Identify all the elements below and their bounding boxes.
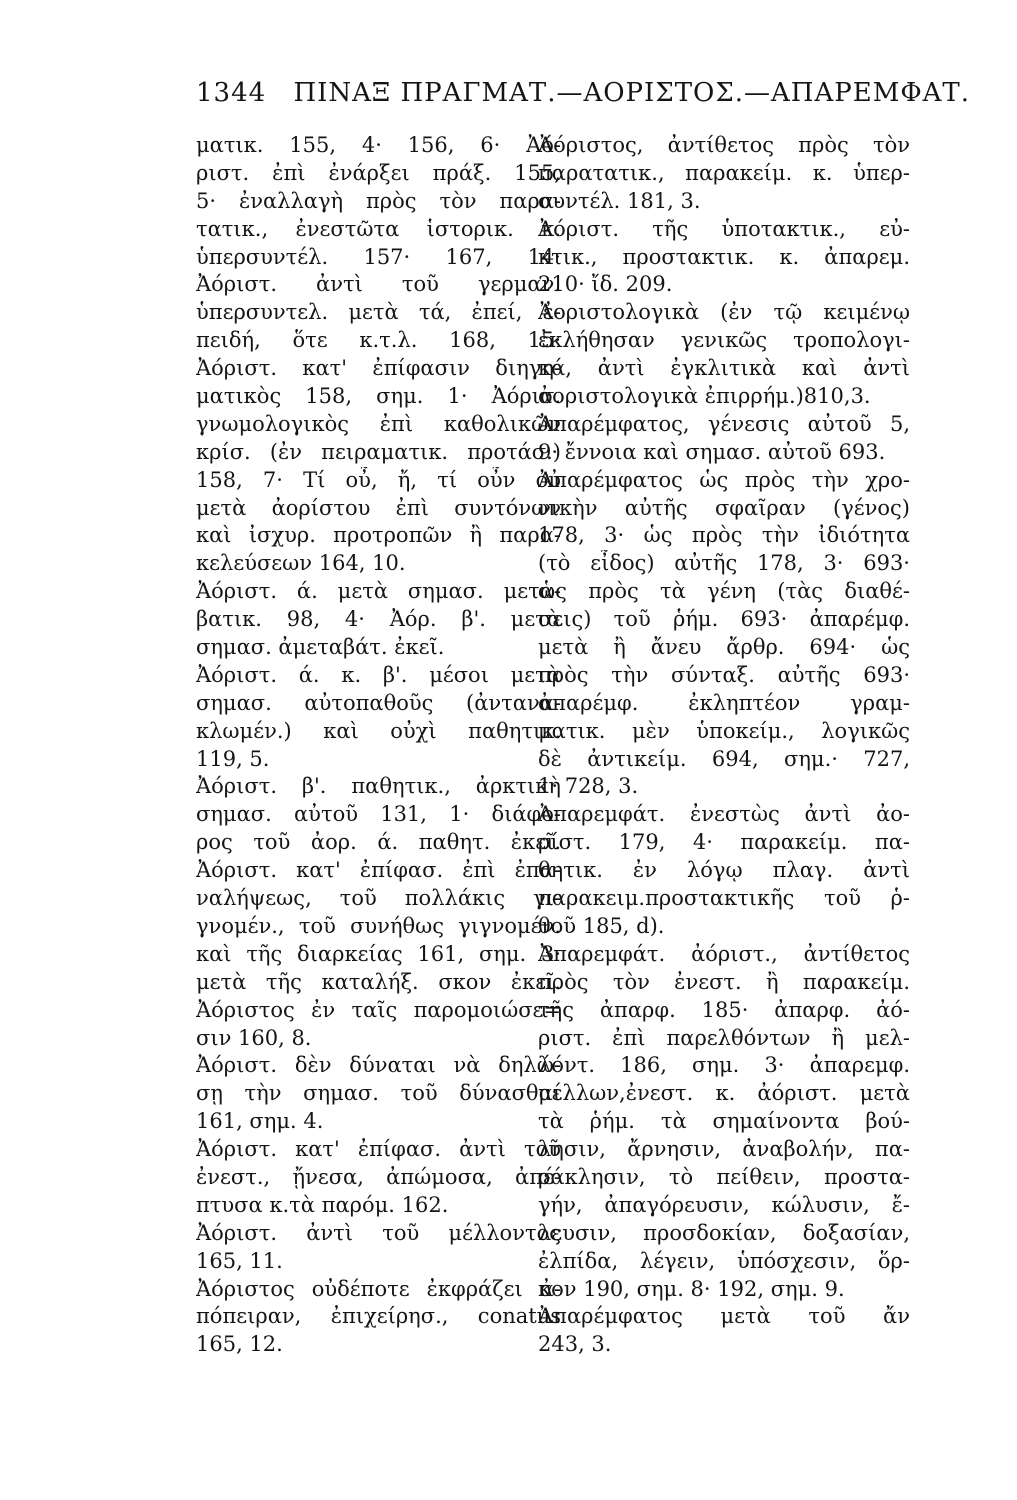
index-line: λευσιν, προσδοκίαν, δοξασίαν, bbox=[538, 1220, 910, 1245]
index-line: συντέλ. 181, 3. bbox=[538, 188, 701, 213]
index-line: ἀοριστολογικὰ ἐπιρρήμ.)810,3. bbox=[538, 384, 871, 409]
index-line: πτυσα κ.τὰ παρόμ. 162. bbox=[196, 1192, 449, 1217]
index-line: 9· ἔννοια καὶ σημασ. αὐτοῦ 693. bbox=[538, 439, 886, 464]
index-line: Ἀόριστ. ἀντὶ τοῦ μέλλοντος bbox=[196, 1220, 561, 1245]
index-line: σῃ τὴν σημασ. τοῦ δύνασθαι bbox=[196, 1081, 561, 1106]
index-line: ἐκλήθησαν γενικῶς τροπολογι- bbox=[538, 328, 910, 353]
index-line: νικὴν αὐτῆς σφαῖραν (γένος) bbox=[538, 495, 910, 520]
index-line: παρακειμ.προστακτικῆς τοῦ ῥ- bbox=[538, 886, 910, 911]
left-column bbox=[196, 132, 561, 1359]
index-line: Ἀόριστος οὐδέποτε ἐκφράζει ἀ- bbox=[196, 1276, 561, 1301]
right-column bbox=[538, 132, 910, 1359]
index-line: καὶ ἰσχυρ. προτροπῶν ἢ παρα- bbox=[196, 523, 561, 548]
index-line: ματικὸς 158, σημ. 1· Ἀόρισ. bbox=[196, 384, 561, 409]
index-line: Ἀόριστ. ά. κ. β'. μέσοι μετὰ bbox=[196, 662, 561, 687]
index-line: Ἀόριστ. κατ' ἐπίφασιν διηγη- bbox=[196, 356, 561, 381]
index-line: ναλήψεως, τοῦ πολλάκις γι- bbox=[196, 886, 561, 911]
index-line: 1· 728, 3. bbox=[538, 774, 639, 799]
index-line: κελεύσεων 164, 10. bbox=[196, 551, 406, 576]
index-line: παρατατικ., παρακείμ. κ. ὑπερ- bbox=[538, 160, 910, 185]
index-line: Ἀόριστ. β'. παθητικ., ἀρκτικὴ bbox=[196, 774, 561, 799]
index-line: Ἀπαρεμφάτ. ἐνεστὼς ἀντὶ ἀο- bbox=[538, 802, 910, 827]
index-line: 165, 12. bbox=[196, 1332, 283, 1357]
index-line: Ἀπαρέμφατος μετὰ τοῦ ἄν bbox=[538, 1304, 910, 1329]
index-line: μετὰ τῆς καταλήξ. σκον ἐκεῖ. bbox=[196, 969, 561, 994]
index-line: ἐλπίδα, λέγειν, ὑπόσχεσιν, ὅρ- bbox=[538, 1248, 910, 1273]
index-line: ὑπερσυντελ. μετὰ τά, ἐπεί, ἐ- bbox=[196, 300, 561, 325]
index-line: θοῦ 185, d). bbox=[538, 913, 665, 938]
index-line: Ἀόριστος, ἀντίθετος πρὸς τὸν bbox=[538, 133, 910, 157]
index-line: τὰ ῥήμ. τὰ σημαίνοντα βού- bbox=[538, 1109, 910, 1134]
index-line: κον 190, σημ. 8· 192, σημ. 9. bbox=[538, 1276, 845, 1301]
index-line: Ἀόριστ. ἀντὶ τοῦ γερμαν. bbox=[196, 272, 561, 297]
index-line: Ἀπαρεμφάτ. ἀόριστ., ἀντίθετος bbox=[538, 941, 910, 966]
index-line: (τὸ εἶδος) αὐτῆς 178, 3· 693· bbox=[538, 551, 910, 576]
index-line: ματικ. μὲν ὑποκείμ., λογικῶς bbox=[538, 718, 910, 743]
index-line: ὡς πρὸς τὰ γένη (τὰς διαθέ- bbox=[538, 579, 910, 604]
index-line: γνωμολογικὸς ἐπὶ καθολικῶν bbox=[196, 411, 561, 436]
index-line: τατικ., ἐνεστῶτα ἱστορικ. κ. bbox=[196, 216, 561, 241]
index-line: Ἀόριστ. τῆς ὑποτακτικ., εὐ- bbox=[538, 216, 910, 241]
index-line: σημασ. αὐτοπαθοῦς (ἀντανα- bbox=[196, 690, 561, 715]
index-line: γνομέν., τοῦ συνήθως γιγνομέν. bbox=[196, 913, 561, 938]
index-line: Ἀόριστ. ά. μετὰ σημασ. μετα- bbox=[196, 579, 561, 604]
index-line: 165, 11. bbox=[196, 1248, 283, 1273]
index-line: Ἀόριστ. κατ' ἐπίφασ. ἐπὶ ἐπα- bbox=[196, 858, 561, 883]
index-line: 5· ἐναλλαγὴ πρὸς τὸν παρα- bbox=[196, 188, 561, 213]
index-line: Ἀόριστ. δὲν δύναται νὰ δηλώ- bbox=[196, 1053, 561, 1078]
index-line: πόπειραν, ἐπιχείρησ., conatus bbox=[196, 1304, 561, 1329]
index-line: μετὰ ἀορίστου ἐπὶ συντόνων bbox=[196, 495, 561, 520]
index-line: ἐνεστ., ᾔνεσα, ἀπώμοσα, ἀπέ- bbox=[196, 1164, 561, 1189]
index-line: σιν 160, 8. bbox=[196, 1025, 312, 1050]
page-number: 1344 bbox=[196, 78, 267, 108]
index-line: κρίσ. (ἐν πειραματικ. προτάσ.) bbox=[196, 439, 561, 464]
index-line: Ἀοριστολογικὰ (ἐν τῷ κειμένῳ bbox=[538, 300, 910, 325]
index-line: Ἀόριστος ἐν ταῖς παρομοιώσε= bbox=[196, 997, 561, 1022]
index-line: Ἀπαρέμφατος, γένεσις αὐτοῦ 5, bbox=[538, 411, 910, 436]
index-line: θητικ. ἐν λόγῳ πλαγ. ἀντὶ bbox=[538, 858, 910, 883]
index-line: τῆς ἀπαρφ. 185· ἀπαρφ. ἀό- bbox=[538, 997, 910, 1022]
index-line: 178, 3· ὡς πρὸς τὴν ἰδιότητα bbox=[538, 523, 910, 548]
index-line: 119, 5. bbox=[196, 746, 270, 771]
index-line: ρος τοῦ ἀορ. ά. παθητ. ἐκεῖ. bbox=[196, 830, 561, 855]
index-line: Ἀόριστ. κατ' ἐπίφασ. ἀντὶ τοῦ bbox=[196, 1137, 561, 1162]
index-line: 210· ἴδ. 209. bbox=[538, 272, 673, 297]
index-line: ὑπερσυντέλ. 157· 167, 14· bbox=[196, 244, 561, 269]
index-line: κλωμέν.) καὶ οὐχὶ παθητικ. bbox=[196, 718, 561, 743]
index-line: ματικ. 155, 4· 156, 6· Ἀό- bbox=[196, 133, 561, 157]
index-line: ριστ. ἐπὶ ἐνάρξει πράξ. 155, bbox=[196, 160, 561, 185]
index-line: κά, ἀντὶ ἐγκλιτικὰ καὶ ἀντὶ bbox=[538, 356, 910, 381]
index-line: σημασ. ἀμεταβάτ. ἐκεῖ. bbox=[196, 635, 445, 660]
index-line: λησιν, ἄρνησιν, ἀναβολήν, πα- bbox=[538, 1137, 910, 1162]
index-line: γήν, ἀπαγόρευσιν, κώλυσιν, ἔ- bbox=[538, 1192, 910, 1217]
index-line: 161, σημ. 4. bbox=[196, 1109, 324, 1134]
index-line: λόντ. 186, σημ. 3· ἀπαρεμφ. bbox=[538, 1053, 910, 1078]
index-line: Ἀπαρέμφατος ὡς πρὸς τὴν χρο- bbox=[538, 467, 910, 492]
index-line: 158, 7· Τί οὖ, ἤ, τί οὖν οὐ bbox=[196, 467, 561, 492]
index-line: δὲ ἀντικείμ. 694, σημ.· 727, bbox=[538, 746, 910, 771]
index-line: 243, 3. bbox=[538, 1332, 612, 1357]
index-line: μετὰ ἢ ἄνευ ἄρθρ. 694· ὡς bbox=[538, 635, 910, 660]
index-line: ράκλησιν, τὸ πείθειν, προστα- bbox=[538, 1164, 910, 1189]
index-line: ριστ. ἐπὶ παρελθόντων ἢ μελ- bbox=[538, 1025, 910, 1050]
running-header bbox=[196, 78, 971, 108]
index-line: σημασ. αὐτοῦ 131, 1· διάφο- bbox=[196, 802, 561, 827]
index-line: κτικ., προστακτικ. κ. ἀπαρεμ. bbox=[538, 244, 910, 269]
index-line: πρὸς τὴν σύνταξ. αὐτῆς 693· bbox=[538, 662, 910, 687]
index-line: σεις) τοῦ ῥήμ. 693· ἀπαρέμφ. bbox=[538, 607, 910, 632]
index-line: καὶ τῆς διαρκείας 161, σημ. 3· bbox=[196, 941, 561, 966]
index-line: βατικ. 98, 4· Ἀόρ. β'. μετὰ bbox=[196, 607, 561, 632]
header-title: ΠΙΝΑΞ ΠΡΑΓΜΑΤ.—ΑΟΡΙΣΤΟΣ.—ΑΠΑΡΕΜΦΑΤ. bbox=[293, 78, 971, 108]
index-line: ἀπαρέμφ. ἐκληπτέον γραμ- bbox=[538, 690, 910, 715]
index-line: μέλλων,ἐνεστ. κ. ἀόριστ. μετὰ bbox=[538, 1081, 910, 1106]
index-line: πρὸς τὸν ἐνεστ. ἢ παρακείμ. bbox=[538, 969, 910, 994]
index-line: ρίστ. 179, 4· παρακείμ. πα- bbox=[538, 830, 910, 855]
index-line: πειδή, ὅτε κ.τ.λ. 168, 15· bbox=[196, 328, 561, 353]
